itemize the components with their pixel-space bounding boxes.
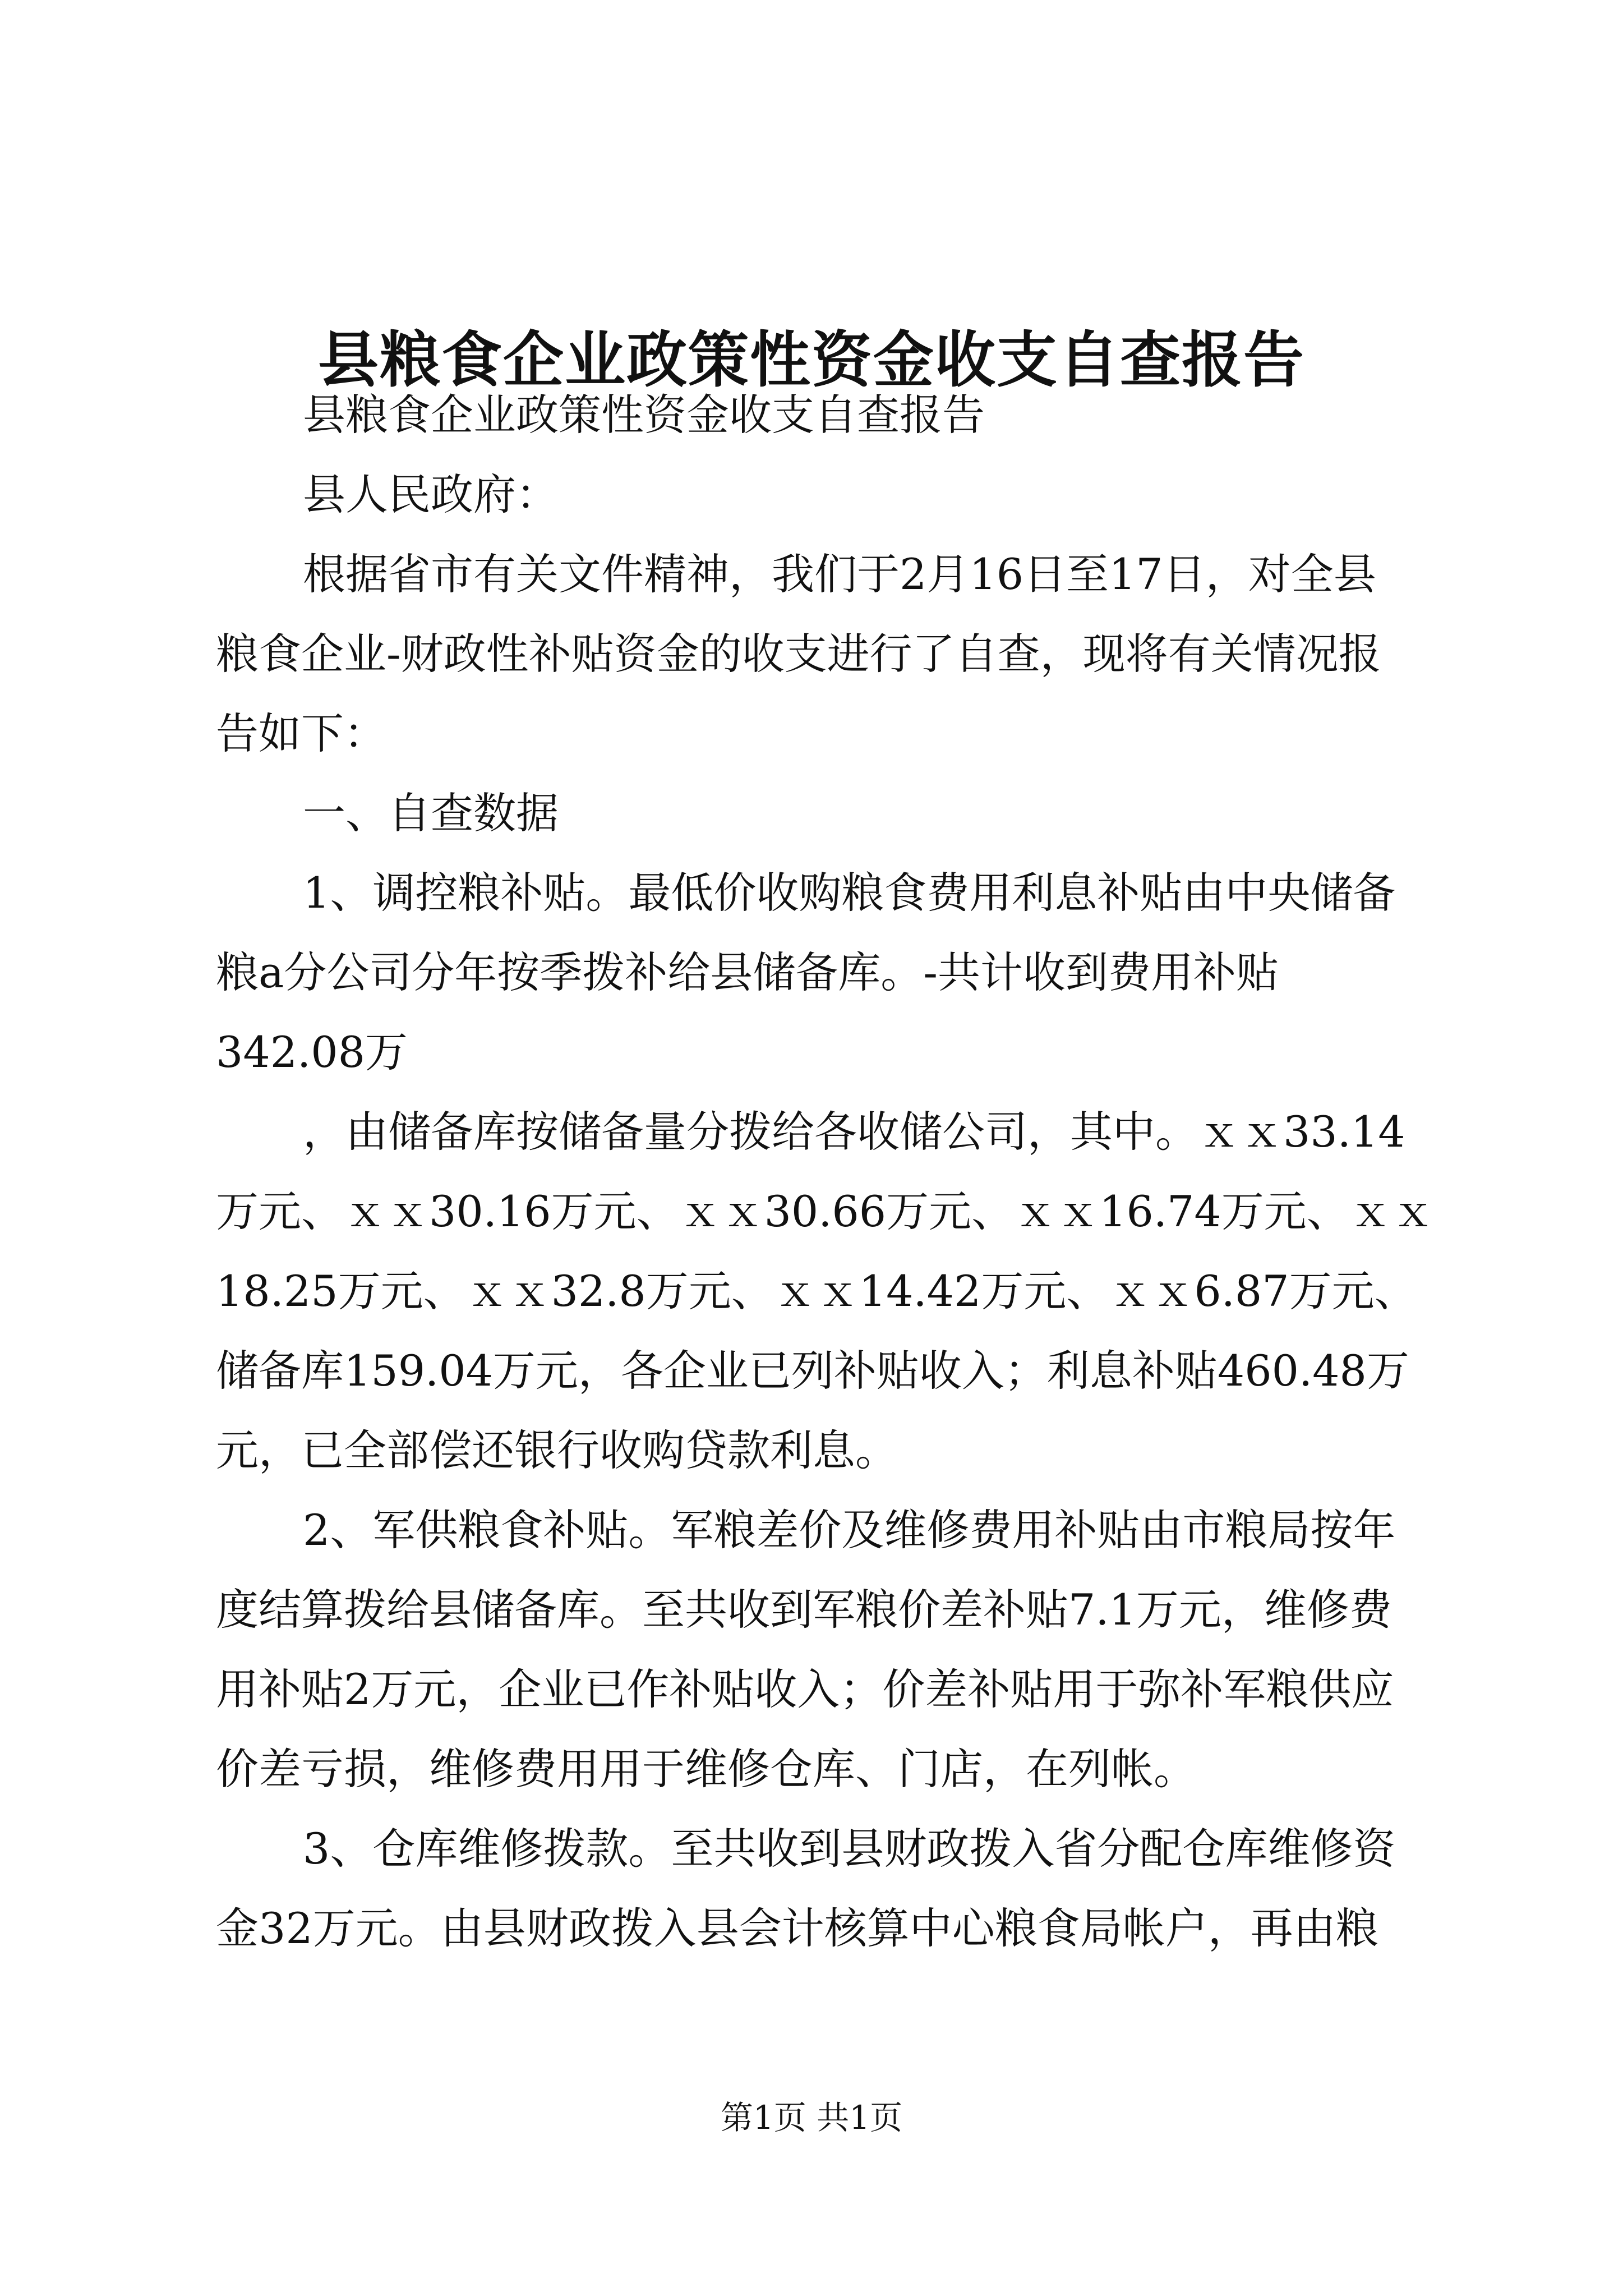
paragraph-line: 根据省市有关文件精神，我们于2月16日至17日，对全县 [303,549,1376,599]
subtitle-line: 县粮食企业政策性资金收支自查报告 [303,390,985,440]
paragraph-line: 价差亏损，维修费用用于维修仓库、门店，在列帐。 [216,1744,1196,1794]
document-title: 县粮食企业政策性资金收支自查报告 [317,325,1305,396]
paragraph-line: 1、调控粮补贴。最低价收购粮食费用利息补贴由中央储备 [303,868,1396,918]
paragraph-line: 342.08万 [216,1027,408,1077]
paragraph-line: 3、仓库维修拨款。至共收到县财政拨入省分配仓库维修资 [303,1824,1396,1874]
section-heading: 一、自查数据 [303,788,559,838]
paragraph-line: 粮食企业-财政性补贴资金的收支进行了自查，现将有关情况报 [216,629,1381,679]
paragraph-line: ，由储备库按储备量分拨给各收储公司，其中。ｘｘ33.14 [303,1107,1405,1157]
paragraph-line: 万元、ｘｘ30.16万元、ｘｘ30.66万元、ｘｘ16.74万元、ｘｘ [216,1186,1435,1236]
paragraph-line: 金32万元。由县财政拨入县会计核算中心粮食局帐户，再由粮 [216,1903,1378,1953]
paragraph-line: 度结算拨给县储备库。至共收到军粮价差补贴7.1万元，维修费 [216,1585,1392,1635]
paragraph-line: 告如下： [216,708,386,758]
paragraph-line: 18.25万元、ｘｘ32.8万元、ｘｘ14.42万元、ｘｘ6.87万元、 [216,1266,1417,1316]
paragraph-line: 元，已全部偿还银行收购贷款利息。 [216,1425,898,1475]
paragraph-line: 粮a分公司分年按季拨补给县储备库。-共计收到费用补贴 [216,947,1279,997]
paragraph-line: 2、军供粮食补贴。军粮差价及维修费用补贴由市粮局按年 [303,1505,1396,1555]
paragraph-line: 储备库159.04万元，各企业已列补贴收入；利息补贴460.48万 [216,1346,1409,1396]
salutation-line: 县人民政府： [303,470,559,519]
paragraph-line: 用补贴2万元，企业已作补贴收入；价差补贴用于弥补军粮供应 [216,1664,1394,1714]
page-footer: 第1页 共1页 [720,2099,903,2137]
